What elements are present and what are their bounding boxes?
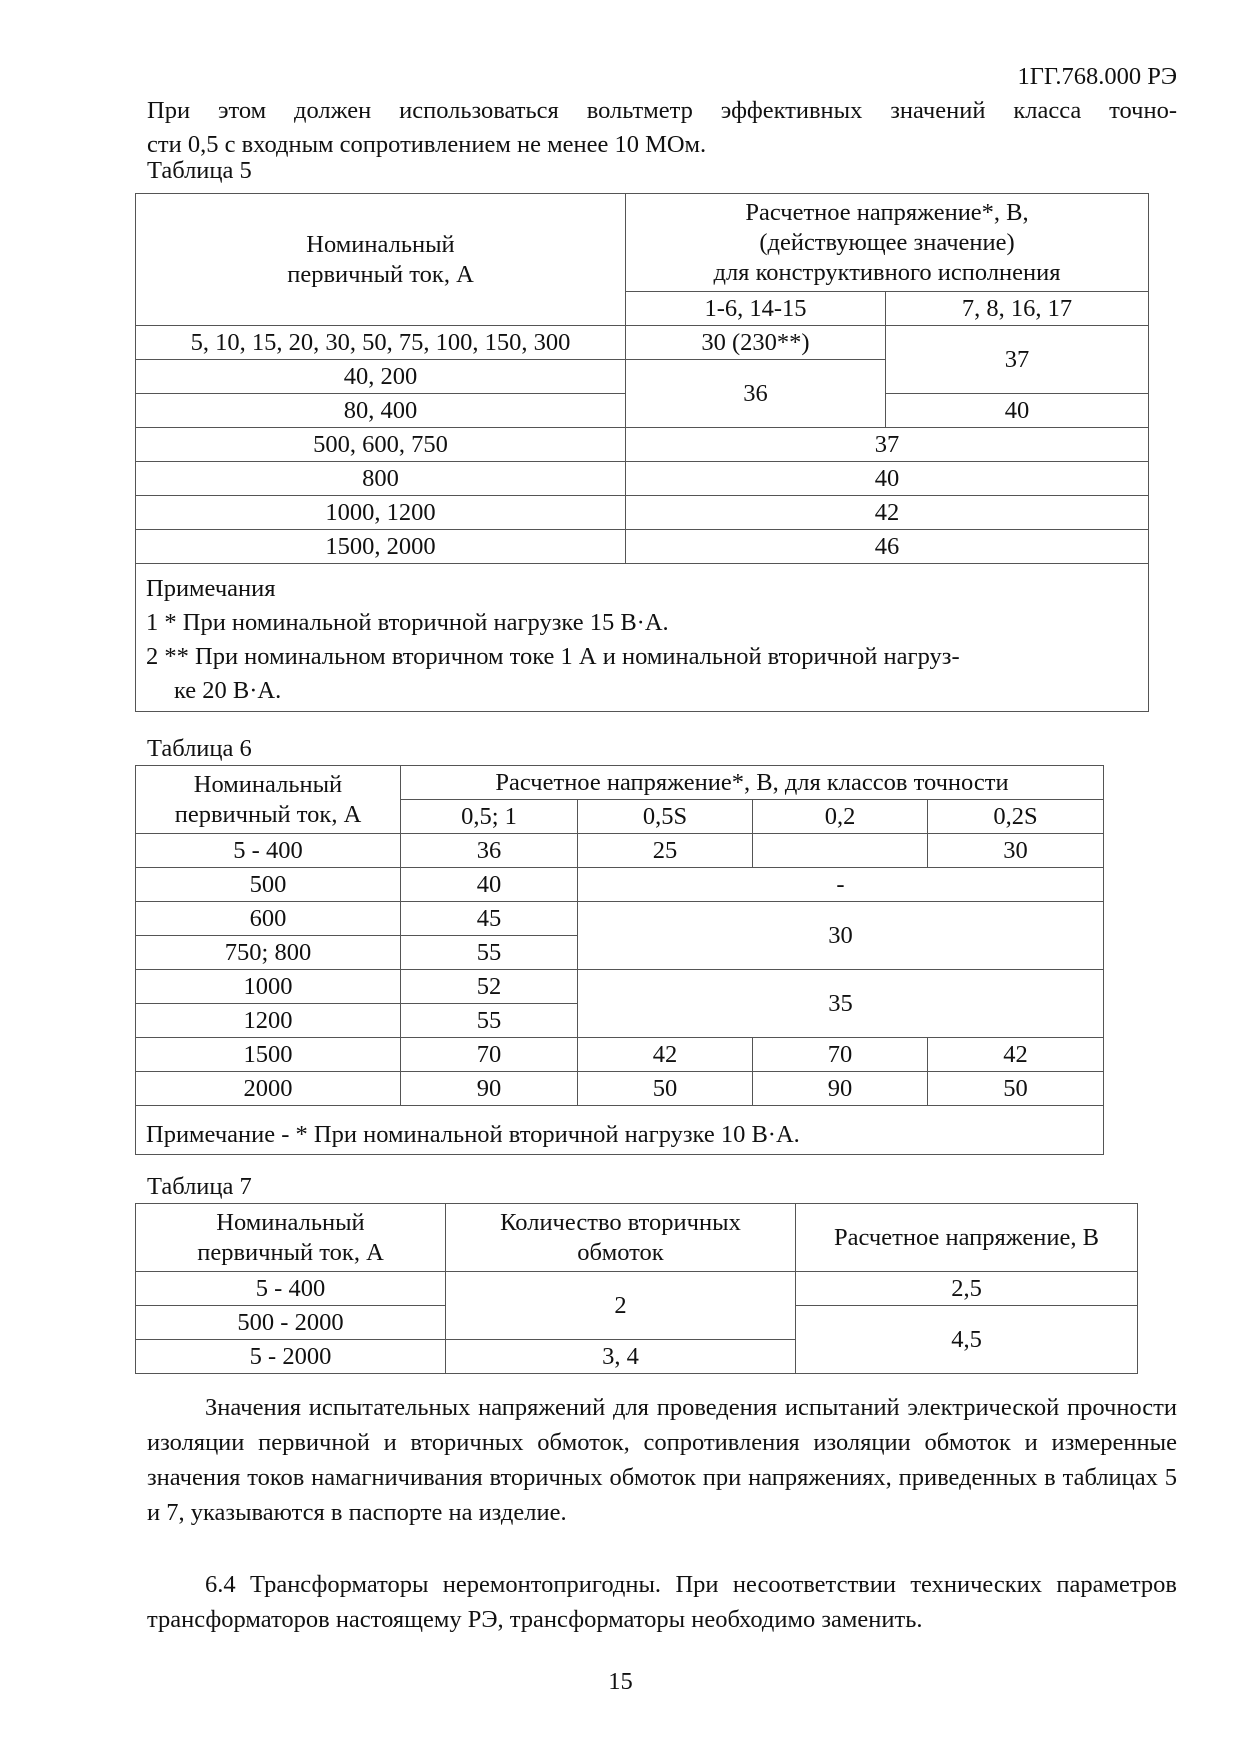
t5-notes <box>136 564 1149 712</box>
t5-header-voltage <box>626 194 1149 292</box>
table-cell: 45 <box>401 902 578 936</box>
t6-header-group: Расчетное напряжение*, В, для классов точности <box>401 766 1104 800</box>
table-cell: 30 (230**) <box>626 326 886 360</box>
table-cell: 1000, 1200 <box>136 496 626 530</box>
body-paragraph-1: Значения испытательных напряжений для проведения испытаний электрической прочности изоляции первичной и вторичных обмоток, сопротивления изоляции обмоток и измеренные значения токов намагничивания вторичных обмоток при напряжениях, приведенных в таблицах 5 и 7, указываются в паспорте на изделие. <box>147 1394 1177 1526</box>
t6-header-current-line1: Номинальный <box>193 770 343 798</box>
t7-header-current-line2: первичный ток, А <box>197 1238 384 1266</box>
table-cell: 1000 <box>136 970 401 1004</box>
table-cell: 40 <box>886 394 1149 428</box>
t5-header-voltage-line2: (действующее значение) <box>759 228 1015 256</box>
table-cell: 5 - 400 <box>136 1272 446 1306</box>
table-cell: 70 <box>401 1038 578 1072</box>
table-cell: 55 <box>401 936 578 970</box>
t5-header-voltage-line1: Расчетное напряжение*, В, <box>745 198 1029 226</box>
t5-header-current-line2: первичный ток, А <box>287 260 474 288</box>
t6-header-current-line2: первичный ток, А <box>174 800 362 828</box>
t5-note-1: 1 * При номинальной вторичной нагрузке 15 В·А. <box>146 609 669 636</box>
table-cell: 800 <box>136 462 626 496</box>
table-cell: 52 <box>401 970 578 1004</box>
table-cell: 500 <box>136 868 401 902</box>
table6-caption: Таблица 6 <box>147 735 252 762</box>
table-cell: 80, 400 <box>136 394 626 428</box>
table-cell: 36 <box>626 360 886 428</box>
table-cell: 1200 <box>136 1004 401 1038</box>
t7-header-voltage: Расчетное напряжение, В <box>796 1204 1138 1272</box>
table-cell: 70 <box>753 1038 928 1072</box>
table-cell: 37 <box>626 428 1149 462</box>
table-cell: 90 <box>401 1072 578 1106</box>
table-cell: 2,5 <box>796 1272 1138 1306</box>
table-cell: 42 <box>578 1038 753 1072</box>
table-cell: 40 <box>626 462 1149 496</box>
table-cell: 55 <box>401 1004 578 1038</box>
t5-header-current <box>136 194 626 326</box>
table-cell: 1500 <box>136 1038 401 1072</box>
t6-note: Примечание - * При номинальной вторичной нагрузке 10 В·А. <box>136 1106 1104 1155</box>
t5-note-2b: ке 20 В·А. <box>174 677 282 704</box>
table-cell: 37 <box>886 326 1149 394</box>
t6-class-header: 0,2S <box>928 800 1104 834</box>
table-cell: 500, 600, 750 <box>136 428 626 462</box>
t5-header-voltage-line3: для конструктивного исполнения <box>713 258 1061 286</box>
t5-note-2a: 2 ** При номинальном вторичном токе 1 А и номинальной вторичной нагруз- <box>146 643 960 670</box>
table-cell: 600 <box>136 902 401 936</box>
table-cell: 25 <box>578 834 753 868</box>
t6-class-header: 0,2 <box>753 800 928 834</box>
table-cell: 36 <box>401 834 578 868</box>
table-cell <box>753 834 928 868</box>
table-cell: 5 - 2000 <box>136 1340 446 1374</box>
intro-paragraph <box>147 94 1177 162</box>
t5-notes-title: Примечания <box>146 575 276 602</box>
table-cell: 5 - 400 <box>136 834 401 868</box>
table-cell: 2000 <box>136 1072 401 1106</box>
table-cell: - <box>578 868 1104 902</box>
t7-header-current-line1: Номинальный <box>216 1208 365 1236</box>
table-cell: 3, 4 <box>446 1340 796 1374</box>
t7-header-current <box>136 1204 446 1272</box>
table-cell: 30 <box>928 834 1104 868</box>
table-6 <box>135 765 1104 1155</box>
table-cell: 40 <box>401 868 578 902</box>
table-5 <box>135 193 1149 712</box>
body-paragraph-2: 6.4 Трансформаторы неремонтопригодны. При несоответствии технических параметров трансформаторов настоящему РЭ, трансформаторы необходимо заменить. <box>147 1571 1177 1633</box>
table-cell: 1500, 2000 <box>136 530 626 564</box>
t5-header-current-line1: Номинальный <box>306 230 455 258</box>
table-cell: 50 <box>578 1072 753 1106</box>
t7-header-windings <box>446 1204 796 1272</box>
table-cell: 4,5 <box>796 1306 1138 1374</box>
t6-class-header: 0,5S <box>578 800 753 834</box>
table-cell: 2 <box>446 1272 796 1340</box>
table5-caption: Таблица 5 <box>147 157 252 184</box>
table-cell: 750; 800 <box>136 936 401 970</box>
t5-subheader-2: 7, 8, 16, 17 <box>886 292 1149 326</box>
t6-class-header: 0,5; 1 <box>401 800 578 834</box>
table7-caption: Таблица 7 <box>147 1173 252 1200</box>
intro-line-1: При этом должен использоваться вольтметр эффективных значений класса точно- <box>147 97 1177 124</box>
table-cell: 46 <box>626 530 1149 564</box>
intro-line-2: сти 0,5 с входным сопротивлением не менее 10 МОм. <box>147 131 707 158</box>
t7-header-windings-line2: обмоток <box>577 1238 664 1266</box>
table-cell: 50 <box>928 1072 1104 1106</box>
table-cell: 5, 10, 15, 20, 30, 50, 75, 100, 150, 300 <box>136 326 626 360</box>
document-code: 1ГГ.768.000 РЭ <box>1017 63 1177 90</box>
t5-subheader-1: 1-6, 14-15 <box>626 292 886 326</box>
table-cell: 35 <box>578 970 1104 1038</box>
table-7 <box>135 1203 1138 1374</box>
table-cell: 30 <box>578 902 1104 970</box>
table-cell: 42 <box>626 496 1149 530</box>
table-cell: 40, 200 <box>136 360 626 394</box>
t6-header-current <box>136 766 401 834</box>
page-number: 15 <box>608 1668 633 1695</box>
table-cell: 500 - 2000 <box>136 1306 446 1340</box>
table-cell: 90 <box>753 1072 928 1106</box>
table-cell: 42 <box>928 1038 1104 1072</box>
t7-header-windings-line1: Количество вторичных <box>500 1208 741 1236</box>
